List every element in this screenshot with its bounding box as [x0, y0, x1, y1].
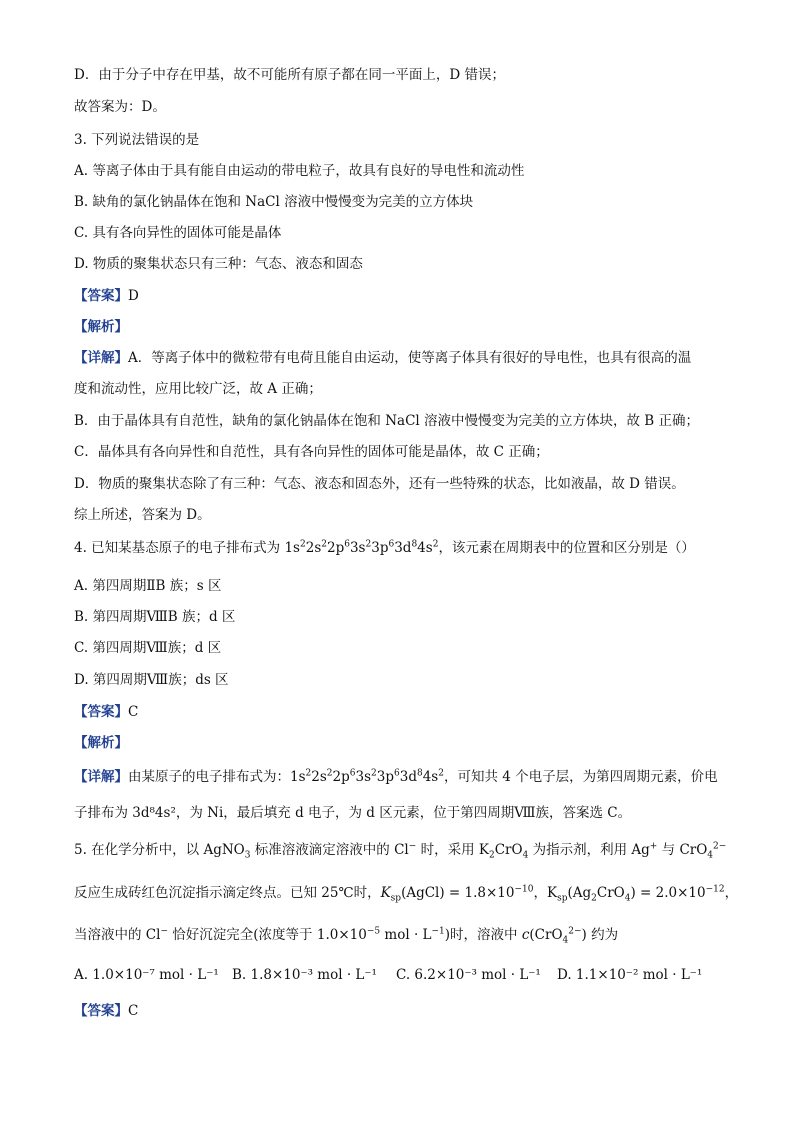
q4-stem: [74, 539, 695, 557]
q4-option-c: C. 第四周期Ⅷ族；d 区: [74, 640, 222, 656]
answer-tag: 【答案】: [74, 1003, 128, 1019]
q5-answer-value: C: [128, 1003, 139, 1019]
q5-ksp-agcl: $K_{sp}(AgCl) = 1.8\times 10^{-10}$: [380, 884, 534, 904]
q5-formula-cl-2: Cl−: [145, 926, 168, 943]
q4-electron-config: $1s^22s^22p^63s^23p^63d^84s^2$: [284, 539, 439, 556]
q3-option-c: C. 具有各向异性的固体可能是晶体: [74, 225, 282, 241]
q4-stem-after: ，该元素在周期表中的位置和区分别是（）: [438, 540, 695, 556]
q3-answer: [74, 287, 139, 305]
q4-option-a: A. 第四周期ⅡB 族；s 区: [74, 578, 222, 594]
q4-answer: [74, 703, 138, 721]
q5-formula-ag: Ag+: [631, 841, 658, 858]
q3-conclusion: 综上所述，答案为 D。: [74, 507, 211, 523]
detail-tag: 【详解】: [74, 769, 128, 785]
q4-answer-value: C: [128, 704, 139, 720]
q4-detail-after: ，可知共 4 个电子层，为第四周期元素，价电: [443, 769, 718, 785]
q5-option-d: D. 1.1×10⁻² mol · L⁻¹: [557, 967, 703, 983]
q3-detail-line-5: D．物质的聚集状态除了有三种：气态、液态和固态外，还有一些特殊的状态，比如液晶，故 D 错误。: [74, 476, 685, 492]
q5-text: 5. 在化学分析中，以: [74, 842, 204, 858]
q4-detail-electron-config: $1s^22s^22p^63s^23p^63d^84s^2$: [290, 768, 444, 785]
q3-detail-line-1: [74, 349, 691, 367]
q3-detail-line-4: C．晶体具有各向异性和自范性，具有各向异性的固体可能是晶体，故 C 正确；: [74, 444, 549, 460]
q3-stem: 3. 下列说法错误的是: [74, 132, 200, 148]
q5-ksp-ag2cro4: $K_{sp}(Ag_2CrO_4) = 2.0\times 10^{-12}$: [547, 884, 725, 904]
q5-stem-line-3: [74, 926, 618, 944]
q5-text: 反应生成砖红色沉淀指示滴定终点。已知 25℃时，: [74, 885, 381, 901]
detail-tag: 【详解】: [74, 350, 128, 366]
q5-formula-cl: Cl−: [394, 841, 417, 858]
answer-tag: 【答案】: [74, 288, 128, 304]
q5-concentration: $1.0\times 10^{-5}$ mol · $L^{-1}$: [316, 926, 445, 943]
q5-text: 约为: [586, 927, 619, 943]
q5-option-c: C. 6.2×10⁻³ mol · L⁻¹: [396, 967, 541, 983]
q2-option-d-explanation: D．由于分子中存在甲基，故不可能所有原子都在同一平面上，D 错误；: [74, 67, 505, 83]
q5-option-b: B. 1.8×10⁻³ mol · L⁻¹: [232, 967, 377, 983]
q4-option-d: D. 第四周期Ⅷ族；ds 区: [74, 672, 229, 688]
q3-option-d: D. 物质的聚集状态只有三种：气态、液态和固态: [74, 256, 363, 272]
q4-option-b: B. 第四周期ⅧB 族；d 区: [74, 609, 236, 625]
q5-formula-agno3: AgNO$_3$: [203, 842, 251, 861]
analysis-tag: 【解析】: [74, 735, 128, 751]
q4-detail-line-1: [74, 768, 718, 786]
q5-c-cro4: c(CrO$_4^{2-}$): [521, 926, 587, 946]
q5-text: 与: [657, 842, 680, 858]
q3-detail-line-3: B．由于晶体具有自范性，缺角的氯化钠晶体在饱和 NaCl 溶液中慢慢变为完美的立方体块，故 B 正确；: [74, 413, 700, 429]
q3-analysis-tag: [74, 318, 128, 336]
q5-answer: [74, 1002, 138, 1020]
q5-formula-cro4: CrO$_4^{2-}$: [679, 841, 727, 861]
q5-text: 当溶液中的: [74, 927, 146, 943]
q3-detail-line-2: 度和流动性，应用比较广泛，故 A 正确；: [74, 381, 322, 397]
q3-answer-value: D: [128, 288, 139, 304]
q5-text: 恰好沉淀完全(浓度等于: [168, 927, 317, 943]
analysis-tag: 【解析】: [74, 319, 128, 335]
q5-text: 时，采用: [416, 842, 479, 858]
q5-formula-k2cro4: $K_2CrO_4$: [478, 842, 529, 861]
q3-option-a: A. 等离子体由于具有能自由运动的带电粒子，故具有良好的导电性和流动性: [74, 163, 525, 179]
q4-stem-before: 4. 已知某基态原子的电子排布式为: [74, 540, 285, 556]
q2-answer-line: 故答案为：D。: [74, 99, 166, 115]
q5-text: 标准溶液滴定溶液中的: [250, 842, 395, 858]
q4-analysis-tag: [74, 734, 128, 752]
q3-detail-text-1: A．等离子体中的微粒带有电荷且能自由运动，使等离子体具有很好的导电性，也具有很高的温: [128, 350, 692, 366]
q4-detail-line-2: 子排布为 3d⁸4s²，为 Ni，最后填充 d 电子，为 d 区元素，位于第四周期Ⅷ族，答案选 C。: [74, 805, 632, 821]
q5-stem-line-2: 反应生成砖红色沉淀指示滴定终点。已知 25℃时，$K_{sp}(AgCl) = 1.8\times 10^{-10}$，$K_{sp}(Ag_2CrO_4) = 2.0\times 10^{-12}$，: [74, 884, 739, 904]
q4-detail-before: 由某原子的电子排布式为：: [128, 769, 290, 785]
q5-text: 为指示剂，利用: [528, 842, 632, 858]
q3-option-b: B. 缺角的氯化钠晶体在饱和 NaCl 溶液中慢慢变为完美的立方体块: [74, 194, 474, 210]
q5-text: )时，溶液中: [444, 927, 522, 943]
answer-tag: 【答案】: [74, 704, 128, 720]
q5-stem-line-1: [74, 841, 726, 859]
q5-option-a: A. 1.0×10⁻⁷ mol · L⁻¹: [74, 967, 219, 983]
